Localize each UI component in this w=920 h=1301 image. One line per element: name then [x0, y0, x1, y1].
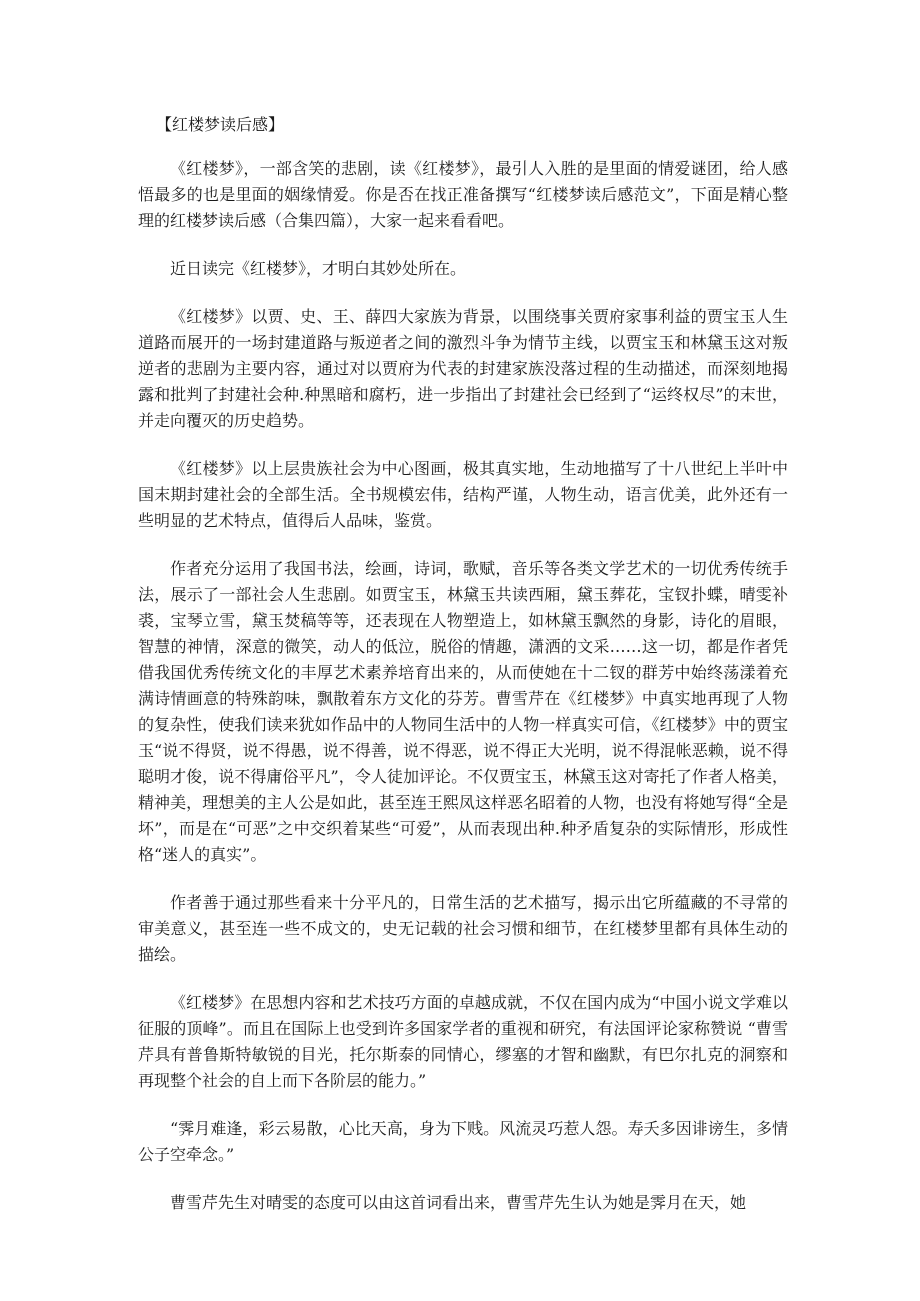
paragraph-society: 《红楼梦》以上层贵族社会为中心图画，极其真实地，生动地描写了十八世纪上半叶中国末期封建社会的全部生活。全书规模宏伟，结构严谨，人物生动，语言优美，此外还有一些明显的艺术特点，值得后人品味，鉴赏。 [138, 459, 788, 530]
paragraph-artistry: 作者充分运用了我国书法，绘画，诗词，歌赋，音乐等各类文学艺术的一切优秀传统手法，展示了一部社会人生悲剧。如贾宝玉，林黛玉共读西厢，黛玉葬花，宝钗扑蝶，晴雯补裘，宝琴立雪，黛玉焚稿等等，还表现在人物塑造上，如林黛玉飘然的身影，诗化的眉眼，智慧的神情，深意的微笑，动人的低泣，脱俗的情趣，潇洒的文采……这一切，都是作者凭借我国优秀传统文化的丰厚艺术素养培育出来的，从而使她在十二钗的群芳中始终荡漾着充满诗情画意的特殊韵味，飘散着东方文化的芬芳。曹雪芹在《红楼梦》中真实地再现了人物的复杂性，使我们读来犹如作品中的人物同生活中的人物一样真实可信，《红楼梦》中的贾宝玉“说不得贤，说不得愚，说不得善，说不得恶，说不得正大光明，说不得混帐恶赖，说不得聪明才俊，说不得庸俗平凡”，令人徒加评论。不仅贾宝玉，林黛玉这对寄托了作者人格美，精神美，理想美的主人公是如此，甚至连王熙凤这样恶名昭着的人物，也没有将她写得“全是坏”，而是在“可恶”之中交织着某些“可爱”，从而表现出种.种矛盾复杂的实际情形，形成性格“迷人的真实”。 [138, 559, 788, 864]
document-title: 【红楼梦读后感】 [156, 115, 285, 134]
paragraph-acclaim: 《红楼梦》在思想内容和艺术技巧方面的卓越成就，不仅在国内成为“中国小说文学难以征服的顶峰”。而且在国际上也受到许多国家学者的重视和研究，有法国评论家称赞说 “曹雪芹具有普鲁斯特敏锐的目光，托尔斯泰的同情心，缪塞的才智和幽默，有巴尔扎克的洞察和再现整个社会的自上而下各阶层的能力。” [138, 993, 788, 1090]
paragraph-qingwen: 曹雪芹先生对晴雯的态度可以由这首词看出来，曹雪芹先生认为她是霁月在天，她 [170, 1193, 747, 1212]
document-page [138, 112, 788, 1216]
paragraph-background: 《红楼梦》以贾、史、王、薛四大家族为背景，以围绕事关贾府家事利益的贾宝玉人生道路而展开的一场封建道路与叛逆者之间的激烈斗争为情节主线，以贾宝玉和林黛玉这对叛逆者的悲剧为主要内容，通过对以贾府为代表的封建家族没落过程的生动描述，而深刻地揭露和批判了封建社会种.种黑暗和腐朽，进一步指出了封建社会已经到了“运终权尽”的末世，并走向覆灭的历史趋势。 [138, 307, 788, 430]
paragraph-daily-life: 作者善于通过那些看来十分平凡的，日常生活的艺术描写，揭示出它所蕴藏的不寻常的审美意义，甚至连一些不成文的，史无记载的社会习惯和细节，在红楼梦里都有具体生动的描绘。 [138, 893, 788, 964]
paragraph-intro: 《红楼梦》，一部含笑的悲剧，读《红楼梦》，最引人入胜的是里面的情爱谜团，给人感悟最多的也是里面的姻缘情爱。你是否在找正准备撰写“红楼梦读后感范文”，下面是精心整理的红楼梦读后感（合集四篇），大家一起来看看吧。 [138, 159, 788, 230]
paragraph-opening-remark: 近日读完《红楼梦》，才明白其妙处所在。 [170, 259, 467, 278]
paragraph-poem: “霁月难逢，彩云易散，心比天高，身为下贱。风流灵巧惹人怨。寿夭多因诽谤生，多情公子空牵念。” [138, 1119, 788, 1164]
